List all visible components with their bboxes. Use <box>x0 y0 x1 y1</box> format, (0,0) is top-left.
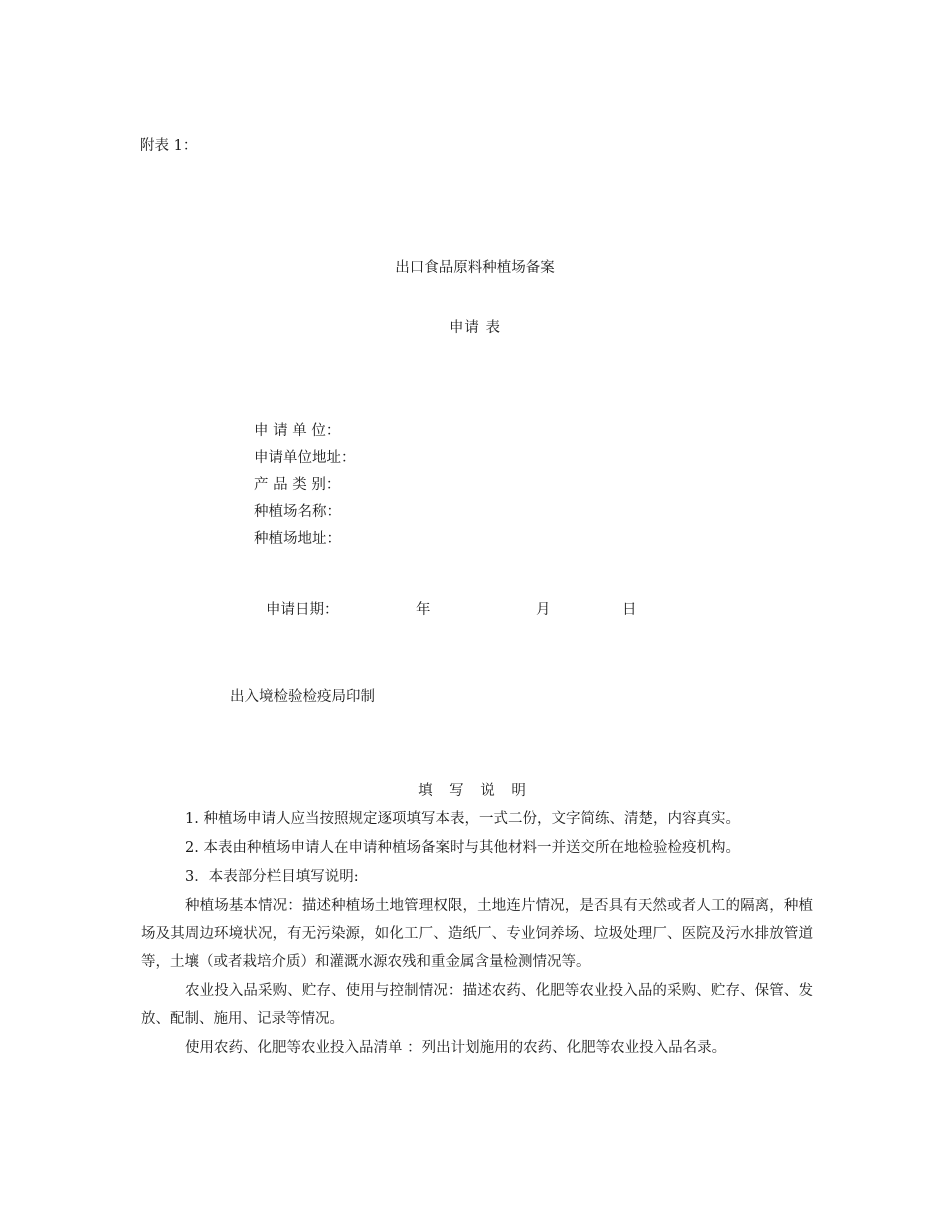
note-item: 1. 种植场申请人应当按照规定逐项填写本表，一式二份，文字简练、清楚，内容真实。 <box>185 811 740 827</box>
date-year: 年 <box>416 602 431 618</box>
document-subtitle: 申请 表 <box>448 320 502 336</box>
field-farm-name: 种植场名称： <box>254 504 341 520</box>
date-label: 申请日期： <box>266 602 339 618</box>
note-item: 农业投入品采购、贮存、使用与控制情况：描述农药、化肥等农业投入品的采购、贮存、保管、发放、配制、施用、记录等情况。 <box>141 983 813 1027</box>
note-item: 2. 本表由种植场申请人在申请种植场备案时与其他材料一并送交所在地检验检疫机构。 <box>185 840 740 856</box>
attachment-label: 附表 1： <box>140 138 198 154</box>
date-month: 月 <box>536 602 551 618</box>
notes-title: 填 写 说 明 <box>418 783 532 799</box>
notes-section <box>141 805 813 1063</box>
field-farm-address: 种植场地址： <box>254 531 341 547</box>
printer-label: 出入境检验检疫局印制 <box>230 689 375 705</box>
document-title: 出口食品原料种植场备案 <box>395 260 555 276</box>
field-applicant-unit: 申 请 单 位： <box>254 423 341 439</box>
note-item: 种植场基本情况：描述种植场土地管理权限，土地连片情况，是否具有天然或者人工的隔离，种植场及其周边环境状况，有无污染源，如化工厂、造纸厂、专业饲养场、垃圾处理厂、医院及污水排放管道等，土壤（或者栽培介质）和灌溉水源农残和重金属含量检测情况等。 <box>141 898 813 970</box>
field-applicant-address: 申请单位地址： <box>254 450 356 466</box>
note-item: 使用农药、化肥等农业投入品清单 ：列出计划施用的农药、化肥等农业投入品名录。 <box>185 1040 727 1056</box>
field-product-category: 产 品 类 别： <box>254 477 341 493</box>
note-item: 3．本表部分栏目填写说明: <box>185 869 359 885</box>
date-day: 日 <box>622 602 637 618</box>
application-fields <box>254 418 356 553</box>
